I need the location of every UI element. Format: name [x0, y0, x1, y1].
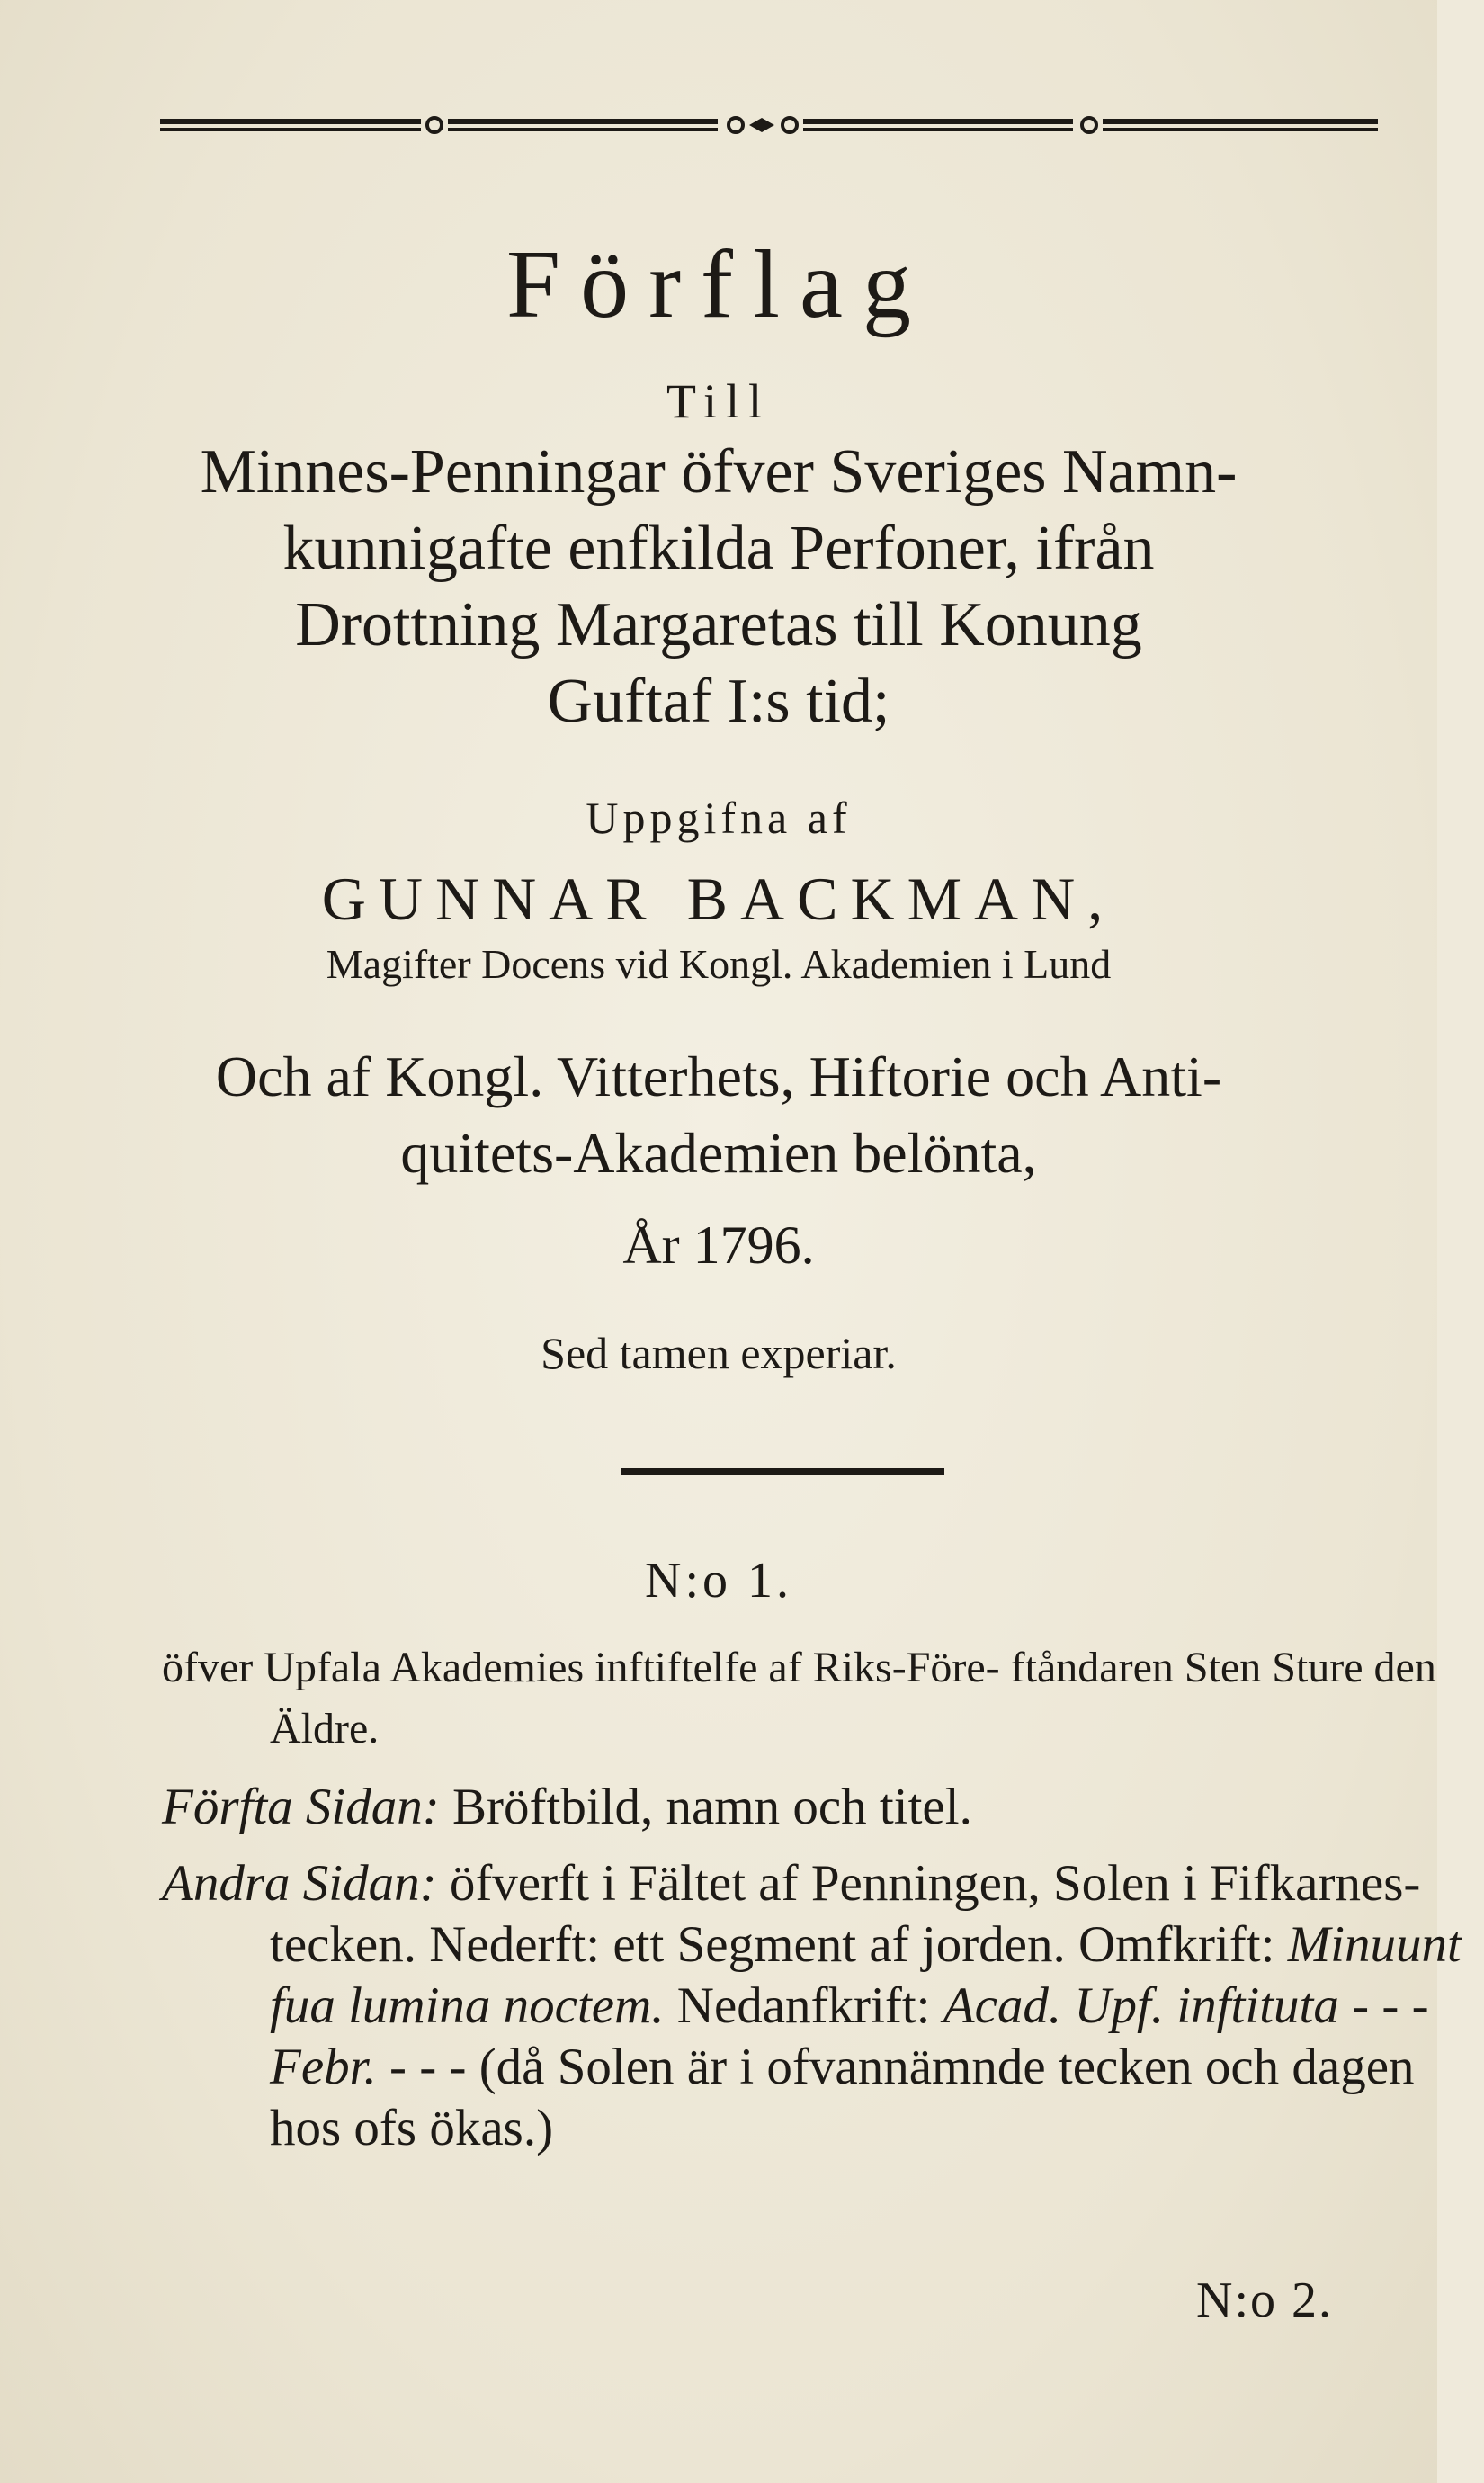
- second-side-label: Andra Sidan:: [162, 1855, 437, 1912]
- year-line: År 1796.: [622, 1215, 815, 1275]
- divider-rule: [621, 1468, 944, 1475]
- award-line-2: quitets-Akademien belönta,: [400, 1121, 1037, 1185]
- author-title: Magifter Docens vid Kongl. Akademien i Lund: [326, 941, 1112, 987]
- second-side-inscription: Acad. Upf. inftituta - - - Febr. - - -: [270, 1977, 1429, 2095]
- entry-heading: öfver Upfala Akademies inftiftelfe af Riks-Före- ftåndaren Sten Sture den Äldre.: [162, 1644, 1436, 1752]
- second-side-motto: Minuunt fua lumina noctem.: [270, 1916, 1462, 2034]
- subtitle-line-1: Minnes-Penningar öfver Sveriges Namn-: [200, 437, 1238, 506]
- uppgifna-line: Uppgifna af: [586, 793, 852, 843]
- entry-number: N:o 1.: [645, 1553, 792, 1609]
- first-side-label: Förfta Sidan:: [162, 1779, 440, 1835]
- first-side-paragraph: [162, 1777, 1484, 1838]
- till-line: Till: [666, 374, 772, 428]
- subtitle-line-3: Drottning Margaretas till Konung: [295, 590, 1142, 659]
- second-side-text-c: (då Solen är i ofvannämnde tecken och dagen hos ofs ökas.): [270, 2039, 1415, 2156]
- second-side-text-a: öfverft i Fältet af Penningen, Solen i Fifkarnes-tecken. Nederft: ett Segment af jorden. Omfkrift:: [270, 1855, 1421, 1973]
- subtitle-line-2: kunnigafte enfkilda Perfoner, ifrån: [282, 514, 1155, 583]
- ornament-rule: [160, 108, 1378, 148]
- catchword: N:o 2.: [1196, 2272, 1333, 2328]
- page-title: Förflag: [506, 231, 931, 338]
- author-name: GUNNAR BACKMAN,: [321, 865, 1116, 933]
- motto: Sed tamen experiar.: [541, 1328, 897, 1378]
- award-line-1: Och af Kongl. Vitterhets, Hiftorie och Anti-: [215, 1044, 1222, 1108]
- second-side-text-b: Nedanfkrift:: [676, 1977, 931, 2034]
- first-side-text: Bröftbild, namn och titel.: [452, 1779, 972, 1835]
- subtitle-line-4: Guftaf I:s tid;: [547, 667, 890, 736]
- second-side-paragraph: [162, 1853, 1484, 2159]
